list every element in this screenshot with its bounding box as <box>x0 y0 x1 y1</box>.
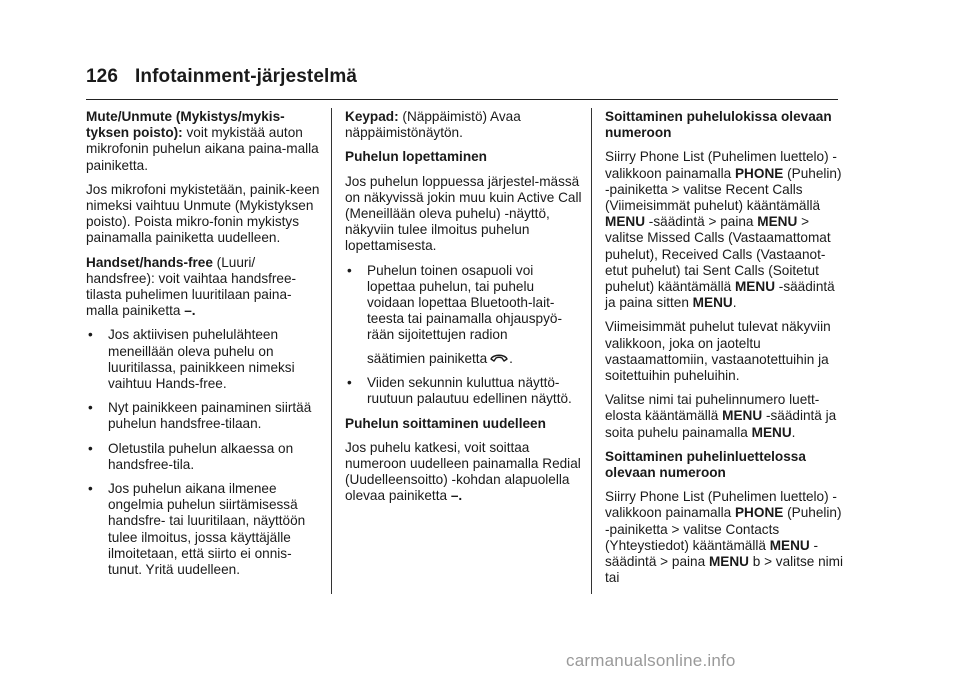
column-1 <box>86 109 324 586</box>
end-call-paragraph: Jos puhelun loppuessa järjestel-mässä on näkyvissä jokin muu kuin Active Call (Meneillään oleva puhelu) -näyttö, näkyviin tulee ilmoitus puhelun lopettamisesta. <box>345 173 582 254</box>
page-title: Infotainment-järjestelmä <box>135 66 358 87</box>
list-item: • Jos puhelun aikana ilmenee ongelmia puhelun siirtämisessä handsfre- tai luuritilaan, näyttöön tulee ilmoitus, jossa käyttäjälle ilmoitetaan, että siirto ei onnis-tunut. Yritä uudelleen. <box>88 481 306 578</box>
column-3 <box>605 109 845 594</box>
phone-hangup-icon <box>489 351 509 367</box>
recent-calls-paragraph: Viimeisimmät puhelut tulevat näkyviin valikkoon, joka on jaoteltu vastaamattomiin, vastaanotettuihin ja soitettuihin puheluihin. <box>605 319 831 384</box>
keypad-paragraph: Keypad: (Näppäimistö) Avaa näppäimistönäytön. <box>345 109 521 141</box>
list-item: • Nyt painikkeen painaminen siirtää puhelun handsfree-tilaan. <box>88 400 312 432</box>
list-item: • Viiden sekunnin kuluttua näyttö-ruutuun palautuu edellinen näyttö. <box>347 375 572 407</box>
handset-paragraph: Handset/hands-free (Luuri/ handsfree): voit vaihtaa handsfree-tilasta puhelimen luuritilaan paina-malla painiketta –. <box>86 254 297 319</box>
section-heading-contacts: Soittaminen puhelinluettelossa olevaan numeroon <box>605 448 806 481</box>
page-header <box>86 66 357 88</box>
mute-paragraph: Mute/Unmute (Mykistys/mykis-tyksen poisto): voit mykistää auton mikrofonin puhelun aikana paina-malla painiketta. <box>86 109 319 173</box>
column-divider-1 <box>331 108 332 594</box>
unmute-paragraph: Jos mikrofoni mykistetään, painik-keen nimeksi vaihtuu Unmute (Mykistyksen poisto). Poista mikro-fonin mykistys painamalla painiketta uudelleen. <box>86 181 320 246</box>
redial-paragraph: Jos puhelu katkesi, voit soittaa numeroon uudelleen painamalla Redial (Uudelleensoitto) -kohdan alapuolella olevaa painiketta –. <box>345 439 581 504</box>
list-item: • Oletustila puhelun alkaessa on handsfree-tila. <box>88 440 294 472</box>
column-divider-2 <box>591 108 592 594</box>
column-2 <box>345 109 585 513</box>
call-log-paragraph: Siirry Phone List (Puhelimen luettelo) -valikkoon painamalla PHONE (Puhelin) -painiketta > valitse Recent Calls (Viimeisimmät puhelut) kääntämällä MENU -säädintä > paina MENU > valitse Missed Calls (Vastaamattomat puhelut), Received Calls (Vastaanot-etut puhelut) tai Sent Calls (Soitetut puhelut) kääntämällä MENU -säädintä ja paina sitten MENU. <box>605 149 842 311</box>
select-number-paragraph: Valitse nimi tai puhelinnumero luett-elosta kääntämällä MENU -säädintä ja soita puhelu painamalla MENU. <box>605 392 837 440</box>
section-heading-redial: Puhelun soittaminen uudelleen <box>345 415 546 431</box>
list-item: • Jos aktiivisen puhelulähteen meneillään oleva puhelu on luuritilassa, painikkeen nimeksi vaihtuu Hands-free. <box>88 327 295 392</box>
section-heading-call-log: Soittaminen puhelulokissa olevaan numeroon <box>605 109 832 141</box>
section-heading-end-call: Puhelun lopettaminen <box>345 149 487 165</box>
watermark: carmanualsonline.info <box>566 651 736 670</box>
page-number: 126 <box>86 66 119 87</box>
list-item: • Puhelun toinen osapuoli voi lopettaa puhelun, tai puhelu voidaan lopettaa Bluetooth-lait-teesta tai painamalla ohjauspyö-rään sijoitettujen radion säätimien painiketta . <box>347 262 562 366</box>
header-rule <box>86 99 838 100</box>
contacts-paragraph: Siirry Phone List (Puhelimen luettelo) -valikkoon painamalla PHONE (Puhelin) -painiketta > valitse Contacts (Yhteystiedot) kääntämällä MENU -säädintä > paina MENU b > valitse nimi tai <box>605 489 844 586</box>
